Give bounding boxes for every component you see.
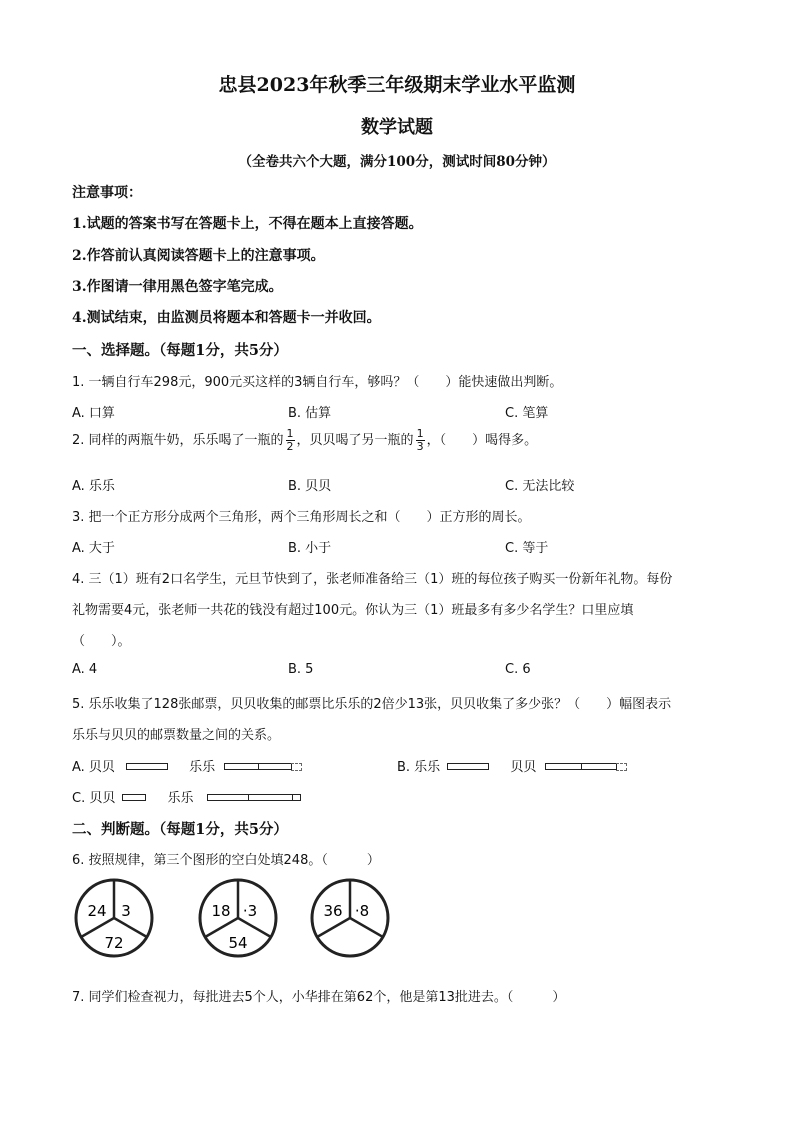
circle-figure-1: [76, 880, 152, 956]
question-1: 1. 一辆自行车298元，900元买这样的3辆自行车，够吗？（ ）能快速做出判断。: [72, 375, 563, 390]
note-item: 1.试题的答案书写在答题卡上，不得在题本上直接答题。: [72, 216, 423, 232]
question-2: [72, 428, 537, 453]
q2-text-part3: ，（ ）喝得多。: [426, 433, 538, 448]
question-3: 3. 把一个正方形分成两个三角形，两个三角形周长之和（ ）正方形的周长。: [72, 510, 531, 525]
q4-option-c: C. 6: [505, 662, 531, 677]
circle-3-left-number: 36: [323, 902, 343, 920]
segment-bar-beibei: [126, 763, 168, 770]
segment-bar-lele: [447, 763, 489, 770]
q1-option-a: A. 口算: [72, 406, 115, 421]
q4-option-b: B. 5: [288, 662, 314, 677]
question-4-line-2: 礼物需要4元，张老师一共花的钱没有超过100元。你认为三（1）班最多有多少名学生？口里应填: [72, 603, 634, 618]
segment-bar-lele: [207, 794, 301, 801]
circle-1-right-number: 3: [121, 902, 131, 920]
fraction-one-third: $\frac{1}{3}$: [416, 427, 424, 453]
q2-option-a: A. 乐乐: [72, 479, 115, 494]
question-6: 6. 按照规律，第三个图形的空白处填248。（ ）: [72, 853, 380, 868]
circle-1-left-number: 24: [87, 902, 107, 920]
question-4-line-1: 4. 三（1）班有2口名学生，元旦节快到了，张老师准备给三（1）班的每位孩子购买一份新年礼物。每份: [72, 572, 673, 587]
page-title: 忠县2023年秋季三年级期末学业水平监测: [218, 74, 576, 96]
segment-bar-beibei: [122, 794, 146, 801]
question-7: 7. 同学们检查视力，每批进去5个人，小华排在第62个，他是第13批进去。（ ）: [72, 990, 566, 1005]
question-5-line-2: 乐乐与贝贝的邮票数量之间的关系。: [72, 728, 281, 743]
note-item: 4.测试结束，由监测员将题本和答题卡一并收回。: [72, 310, 381, 326]
note-item: 2.作答前认真阅读答题卡上的注意事项。: [72, 248, 325, 264]
question-5-line-1: 5. 乐乐收集了128张邮票，贝贝收集的邮票比乐乐的2倍少13张，贝贝收集了多少张？（ ）幅图表示: [72, 697, 672, 712]
q4-option-a: A. 4: [72, 662, 98, 677]
q2-option-c: C. 无法比较: [505, 479, 575, 494]
circle-3-right-number: ·8: [354, 902, 370, 920]
circle-2-bottom-number: 54: [228, 934, 248, 952]
segment-bar-lele: [224, 763, 292, 770]
page-subtitle: 数学试题: [361, 117, 433, 138]
exam-info: （全卷共六个大题，满分100分，测试时间80分钟）: [238, 154, 556, 170]
q1-option-b: B. 估算: [288, 406, 332, 421]
circle-2-right-number: ·3: [242, 902, 258, 920]
q5-option-a: A. 贝贝 乐乐: [72, 756, 292, 775]
q2-text-part1: 2. 同样的两瓶牛奶，乐乐喝了一瓶的: [72, 433, 284, 448]
section-heading-judgement: 二、判断题。（每题1分，共5分）: [72, 821, 288, 838]
q3-option-c: C. 等于: [505, 541, 549, 556]
q5-option-b: B. 乐乐 贝贝: [397, 756, 617, 775]
question-4-line-3: （ ）。: [72, 634, 131, 649]
notes-heading: 注意事项：: [72, 185, 142, 201]
q1-option-c: C. 笔算: [505, 406, 549, 421]
q5-option-c: C. 贝贝 乐乐: [72, 787, 301, 806]
circle-figure-3: [312, 880, 388, 956]
q2-text-part2: ，贝贝喝了另一瓶的: [296, 433, 414, 448]
circle-2-left-number: 18: [211, 902, 231, 920]
circle-1-bottom-number: 72: [104, 934, 124, 952]
number-circles-figure: [60, 878, 390, 960]
q3-option-b: B. 小于: [288, 541, 332, 556]
q2-option-b: B. 贝贝: [288, 479, 332, 494]
segment-bar-beibei: [545, 763, 617, 770]
note-item: 3.作图请一律用黑色签字笔完成。: [72, 279, 283, 295]
fraction-one-half: $\frac{1}{2}$: [286, 427, 294, 453]
q3-option-a: A. 大于: [72, 541, 115, 556]
section-heading-choice: 一、选择题。（每题1分，共5分）: [72, 342, 288, 359]
circle-figure-2: [200, 880, 276, 956]
